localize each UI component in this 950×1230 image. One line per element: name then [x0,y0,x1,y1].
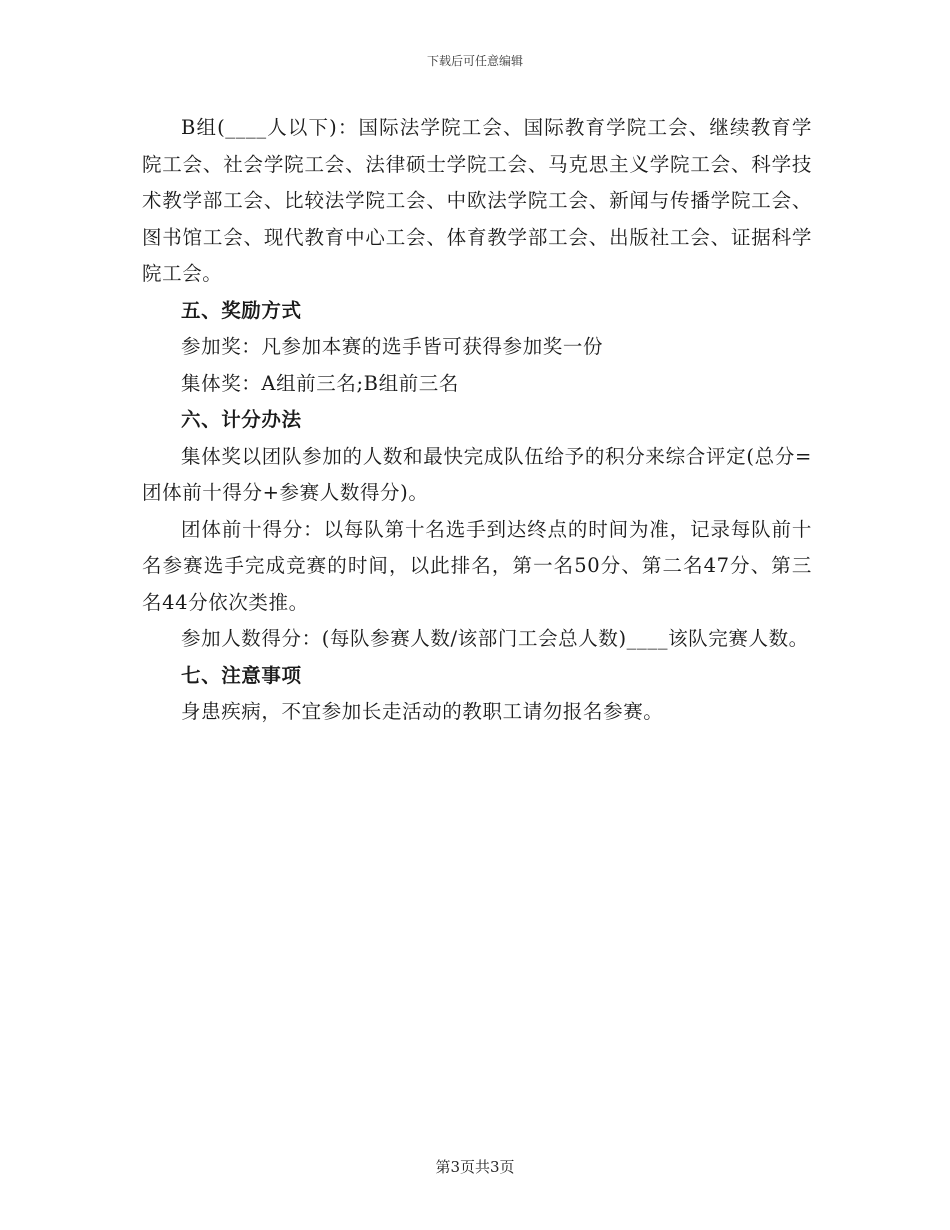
section-5-heading: 五、奖励方式 [181,298,302,322]
scoring-participants-paragraph: 参加人数得分：(每队参赛人数/该部门工会总人数)____该队完赛人数。 [181,627,809,650]
notice-paragraph: 身患疾病，不宜参加长走活动的教职工请勿报名参赛。 [181,700,664,723]
section-6-heading: 六、计分办法 [181,408,302,431]
group-b-paragraph: B组(____人以下)：国际法学院工会、国际教育学院工会、继续教育学院工会、社会学院工会、法律硕士学院工会、马克思主义学院工会、科学技术教学部工会、比较法学院工会、中欧法学院工会、新闻与传播学院工会、图书馆工会、现代教育中心工会、体育教学部工会、出版社工会、证据科学院工会。 [142,116,812,285]
section-7-heading: 七、注意事项 [181,663,302,687]
page-header-note: 下载后可任意编辑 [426,54,523,68]
document-body [142,110,812,731]
scoring-intro-paragraph: 集体奖以团队参加的人数和最快完成队伍给予的积分来综合评定(总分=团体前十得分+参赛人数得分)。 [142,444,812,504]
reward-collective-paragraph: 集体奖：A组前三名;B组前三名 [181,371,459,395]
scoring-top10-paragraph: 团体前十得分：以每队第十名选手到达终点的时间为准，记录每队前十名参赛选手完成竞赛的时间，以此排名，第一名50分、第二名47分、第三名44分依次类推。 [142,517,812,614]
reward-participation-paragraph: 参加奖：凡参加本赛的选手皆可获得参加奖一份 [181,335,604,358]
page-footer-number: 第3页共3页 [435,1158,515,1176]
